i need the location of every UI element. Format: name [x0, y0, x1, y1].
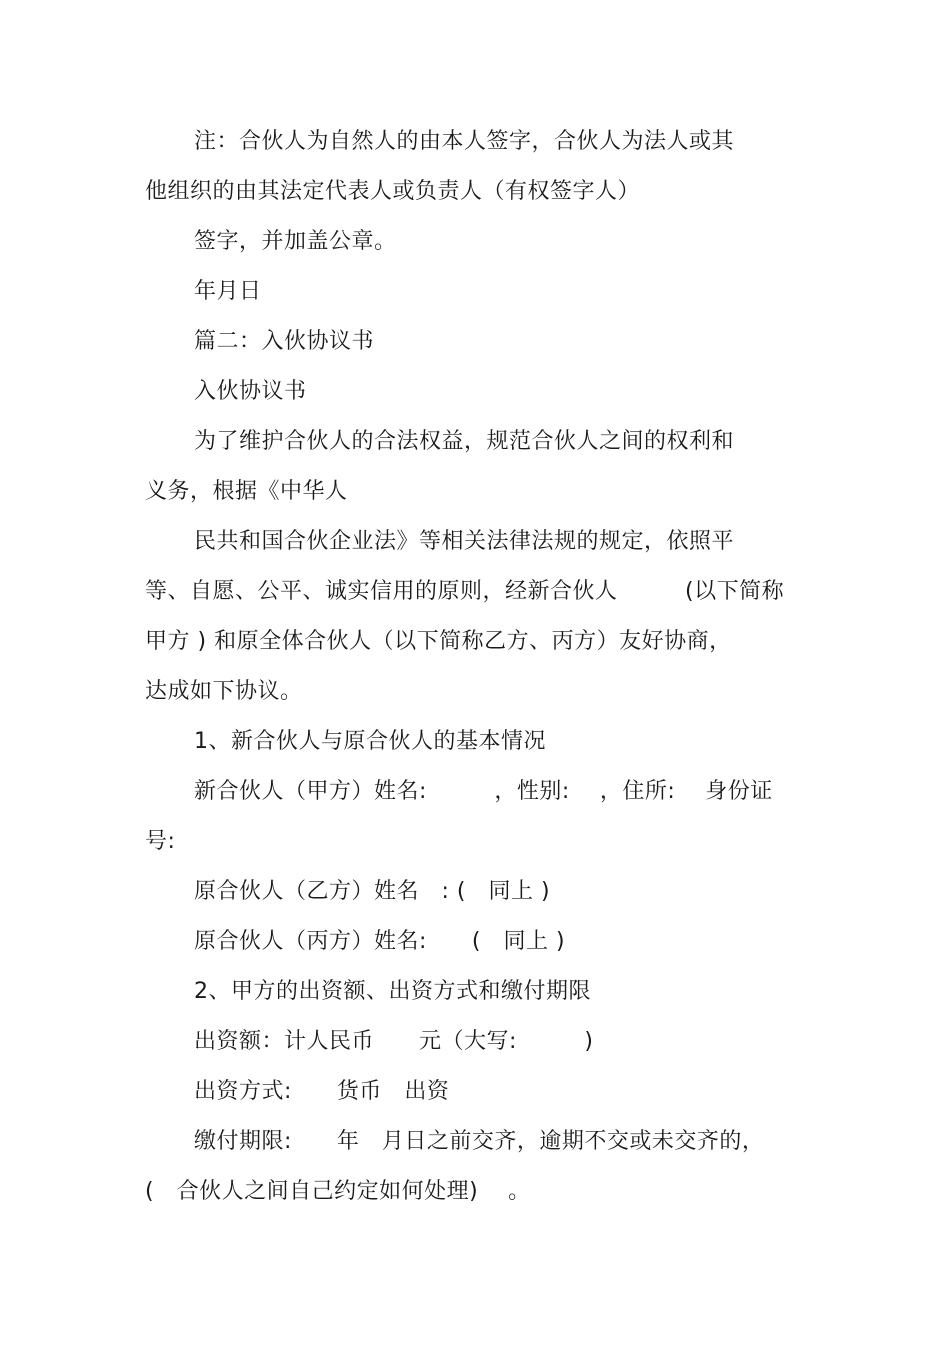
paragraph-line: ( 合伙人之间自己约定如何处理) 。 — [145, 1179, 531, 1204]
paragraph-line: 原合伙人（乙方）姓名 : ( 同上 ) — [194, 879, 551, 904]
paragraph-line: 注：合伙人为自然人的由本人签字，合伙人为法人或其 — [194, 129, 735, 154]
paragraph-line: 民共和国合伙企业法》等相关法律法规的规定，依照平 — [194, 529, 735, 554]
clause-heading: 2、甲方的出资额、出资方式和缴付期限 — [194, 979, 591, 1004]
paragraph-line: 年月日 — [194, 279, 262, 304]
paragraph-line: 等、自愿、公平、诚实信用的原则，经新合伙人 (以下简称 — [145, 579, 785, 604]
paragraph-line: 原合伙人（丙方）姓名: ( 同上 ) — [194, 929, 566, 954]
section-heading: 篇二：入伙协议书 — [194, 329, 375, 354]
paragraph-line: 新合伙人（甲方）姓名: ，性别: ，住所: 身份证 — [194, 779, 773, 804]
paragraph-line: 出资方式: 货币 出资 — [194, 1079, 450, 1104]
paragraph-line: 甲方 ) 和原全体合伙人（以下简称乙方、丙方）友好协商， — [145, 629, 732, 654]
paragraph-line: 义务，根据《中华人 — [145, 479, 348, 504]
paragraph-line: 签字，并加盖公章。 — [194, 229, 397, 254]
document-title: 入伙协议书 — [194, 379, 307, 404]
paragraph-line: 出资额：计人民币 元（大写: ) — [194, 1029, 594, 1054]
paragraph-line: 他组织的由其法定代表人或负责人（有权签字人） — [145, 179, 641, 204]
paragraph-line: 达成如下协议。 — [145, 679, 303, 704]
paragraph-line: 缴付期限: 年 月日之前交齐，逾期不交或未交齐的， — [194, 1129, 765, 1154]
clause-heading: 1、新合伙人与原合伙人的基本情况 — [194, 729, 546, 754]
paragraph-line: 号: — [145, 829, 176, 854]
paragraph-line: 为了维护合伙人的合法权益，规范合伙人之间的权利和 — [194, 429, 735, 454]
